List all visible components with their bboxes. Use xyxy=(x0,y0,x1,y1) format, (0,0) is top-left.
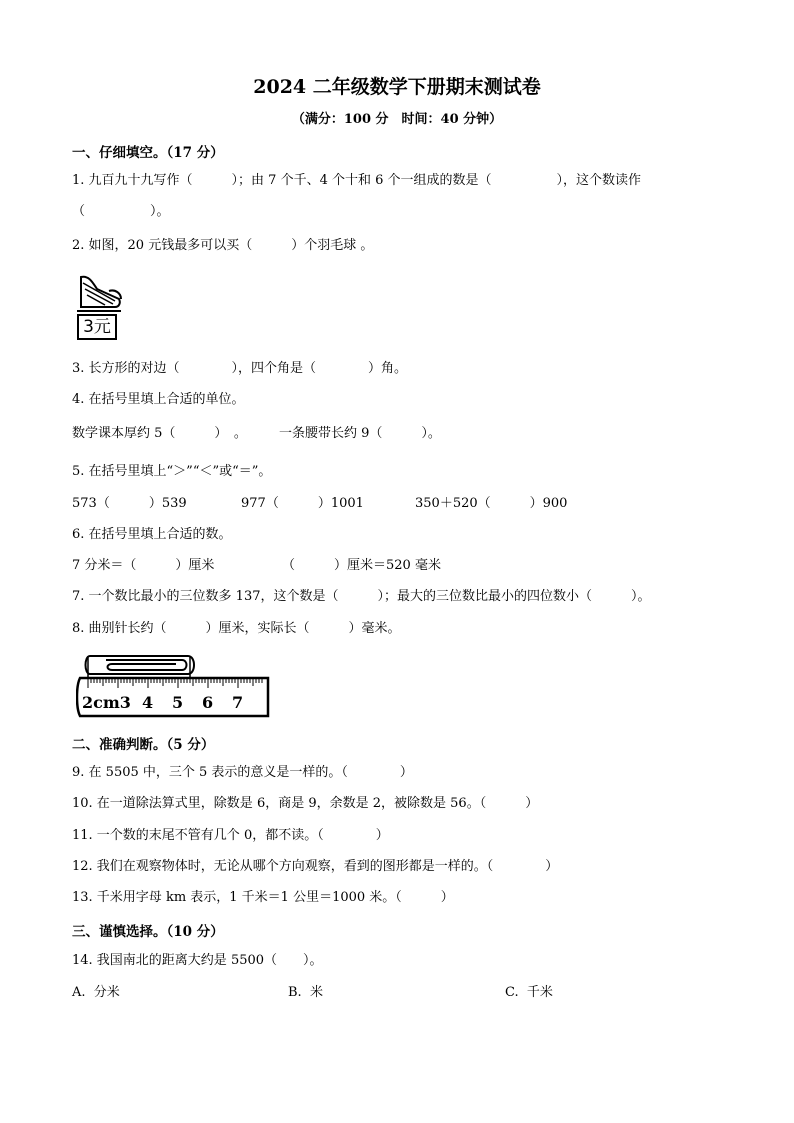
shuttlecock-icon xyxy=(75,273,125,313)
shuttlecock-price-figure xyxy=(75,273,125,343)
exam-info: （满分：100 分 时间：40 分钟） xyxy=(291,112,503,127)
question-4: 4. 在括号里填上合适的单位。 xyxy=(72,392,245,407)
question-13: 13. 千米用字母 km 表示，1 千米＝1 公里＝1000 米。（ ） xyxy=(72,890,454,905)
price-tag: 3元 xyxy=(77,314,117,340)
question-1-continued: （ ）。 xyxy=(72,204,170,219)
question-14: 14. 我国南北的距离大约是 5500（ ）。 xyxy=(72,953,323,968)
section-heading-fill-blank: 一、仔细填空。（17 分） xyxy=(72,145,224,161)
ruler-drawing xyxy=(76,652,272,720)
question-4a: 数学课本厚约 5（ ） 。 xyxy=(72,426,247,441)
question-11: 11. 一个数的末尾不管有几个 0，都不读。（ ） xyxy=(72,828,389,843)
ruler-label-4: 4 xyxy=(142,693,154,712)
question-5b: 977（ ）1001 xyxy=(241,496,364,511)
question-4b: 一条腰带长约 9（ ）。 xyxy=(279,426,441,441)
question-10: 10. 在一道除法算式里，除数是 6，商是 9，余数是 2，被除数是 56。（ ） xyxy=(72,796,539,811)
ruler-label-5: 5 xyxy=(172,693,184,712)
question-6a: 7 分米＝（ ）厘米 xyxy=(72,558,215,573)
option-b[interactable]: B. 米 xyxy=(288,985,323,1000)
section-heading-judgement: 二、准确判断。（5 分） xyxy=(72,737,215,753)
question-2: 2. 如图，20 元钱最多可以买（ ）个羽毛球 。 xyxy=(72,238,374,253)
question-8: 8. 曲别针长约（ ）厘米，实际长（ ）毫米。 xyxy=(72,621,401,636)
ruler-label-7: 7 xyxy=(232,693,244,712)
question-5: 5. 在括号里填上“＞”“＜”或“＝”。 xyxy=(72,464,272,479)
question-6b: （ ）厘米＝520 毫米 xyxy=(282,558,441,573)
paperclip-ruler-figure xyxy=(76,652,272,720)
question-5c: 350＋520（ ）900 xyxy=(415,496,568,511)
question-6: 6. 在括号里填上合适的数。 xyxy=(72,527,232,542)
section-heading-choice: 三、谨慎选择。（10 分） xyxy=(72,924,224,940)
question-9: 9. 在 5505 中，三个 5 表示的意义是一样的。（ ） xyxy=(72,765,413,780)
option-a[interactable]: A. 分米 xyxy=(72,985,120,1000)
question-7: 7. 一个数比最小的三位数多 137，这个数是（ ）；最大的三位数比最小的四位数小（ ）。 xyxy=(72,589,651,604)
paperclip-icon xyxy=(86,656,195,678)
ruler-label-start: 2cm3 xyxy=(82,693,131,712)
question-5a: 573（ ）539 xyxy=(72,496,187,511)
page-title: 2024 二年级数学下册期末测试卷 xyxy=(253,76,541,98)
question-3: 3. 长方形的对边（ ），四个角是（ ）角。 xyxy=(72,361,408,376)
question-1: 1. 九百九十九写作（ ）；由 7 个千、4 个十和 6 个一组成的数是（ ），这个数读作 xyxy=(72,173,642,188)
question-12: 12. 我们在观察物体时，无论从哪个方向观察，看到的图形都是一样的。（ ） xyxy=(72,859,559,874)
option-c[interactable]: C. 千米 xyxy=(505,985,553,1000)
ruler-label-6: 6 xyxy=(202,693,214,712)
